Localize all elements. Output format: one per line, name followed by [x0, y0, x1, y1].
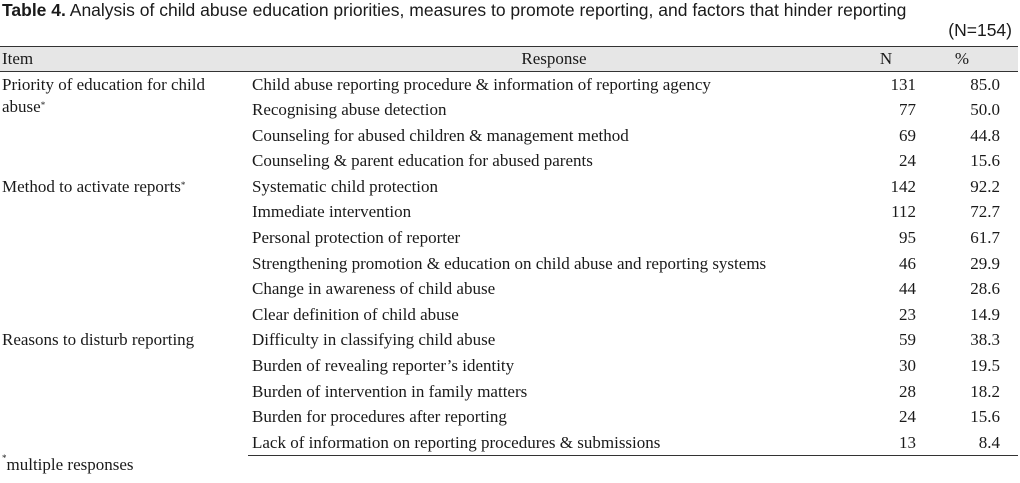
item-label: Reasons to disturb reporting: [2, 330, 195, 350]
table-row: [0, 327, 1018, 353]
response-cell: Personal protection of reporter: [252, 228, 461, 248]
response-cell: Burden of revealing reporter’s identity: [252, 356, 515, 376]
percent-cell: 15.6: [970, 151, 1000, 171]
n-cell: 13: [856, 430, 924, 456]
response-cell: Burden of intervention in family matters: [252, 381, 528, 401]
item-cell: [0, 327, 248, 455]
item-cell: [0, 72, 248, 174]
table-label: Table 4.: [2, 0, 66, 20]
percent-cell: 44.8: [970, 125, 1000, 145]
response-cell: Clear definition of child abuse: [252, 304, 459, 324]
n-cell: 24: [899, 407, 916, 427]
response-cell: Lack of information on reporting procedures & submissions: [248, 430, 856, 456]
response-cell: Change in awareness of child abuse: [252, 279, 496, 299]
header-response: Response: [248, 47, 856, 72]
response-cell: Recognising abuse detection: [252, 100, 447, 120]
response-cell: Child abuse reporting procedure & information of reporting agency: [252, 75, 711, 94]
percent-cell: 19.5: [970, 356, 1000, 376]
item-label: Method to activate reports: [2, 176, 181, 196]
footnote-mark: *: [2, 453, 7, 463]
n-cell: 30: [899, 356, 916, 376]
response-cell: Systematic child protection: [252, 176, 439, 196]
n-cell: 77: [899, 100, 916, 120]
response-cell: Strengthening promotion & education on child abuse and reporting systems: [252, 253, 767, 273]
table-title: Analysis of child abuse education priorities, measures to promote reporting, and factors that hinder reporting: [65, 0, 907, 20]
n-cell: 131: [890, 75, 916, 94]
footnote: [2, 455, 134, 475]
n-cell: 59: [899, 330, 916, 350]
percent-cell: 28.6: [970, 279, 1000, 299]
multiple-response-mark: *: [180, 179, 186, 190]
percent-cell: 61.7: [970, 228, 1000, 248]
percent-cell: 50.0: [970, 100, 1000, 120]
percent-cell: 38.3: [970, 330, 1000, 350]
percent-cell: 18.2: [970, 381, 1000, 401]
percent-cell: 14.9: [970, 304, 1000, 324]
sample-size: (N=154): [948, 20, 1012, 40]
n-cell: 28: [899, 381, 916, 401]
n-cell: 44: [899, 279, 916, 299]
response-cell: Counseling for abused children & management method: [252, 125, 629, 145]
table-row: [0, 72, 1018, 98]
item-cell: [0, 174, 248, 328]
percent-cell: 92.2: [970, 176, 1000, 196]
n-cell: 23: [899, 304, 916, 324]
n-cell: 24: [899, 151, 916, 171]
footnote-text: multiple responses: [6, 455, 134, 474]
item-label: Priority of education for child abuse: [2, 75, 206, 116]
table-caption: [2, 0, 1018, 40]
n-cell: 112: [891, 202, 916, 222]
multiple-response-mark: *: [40, 100, 46, 110]
n-cell: 46: [899, 253, 916, 273]
response-cell: Immediate intervention: [252, 202, 412, 222]
n-cell: 142: [890, 176, 916, 196]
response-cell: Counseling & parent education for abused parents: [252, 151, 593, 171]
percent-cell: 15.6: [970, 407, 1000, 427]
percent-cell: 85.0: [970, 75, 1000, 94]
percent-cell: 29.9: [970, 253, 1000, 273]
table-body: [0, 72, 1018, 456]
response-cell: Burden for procedures after reporting: [252, 407, 507, 427]
data-table: [0, 46, 1018, 456]
header-percent: %: [924, 47, 1018, 72]
percent-cell: 8.4: [924, 430, 1018, 456]
header-item: Item: [0, 47, 248, 72]
percent-cell: 72.7: [970, 202, 1000, 222]
header-row: [0, 47, 1018, 72]
response-cell: Difficulty in classifying child abuse: [252, 330, 496, 350]
header-n: N: [856, 47, 924, 72]
n-cell: 69: [899, 125, 916, 145]
n-cell: 95: [899, 228, 916, 248]
table-row: [0, 174, 1018, 200]
